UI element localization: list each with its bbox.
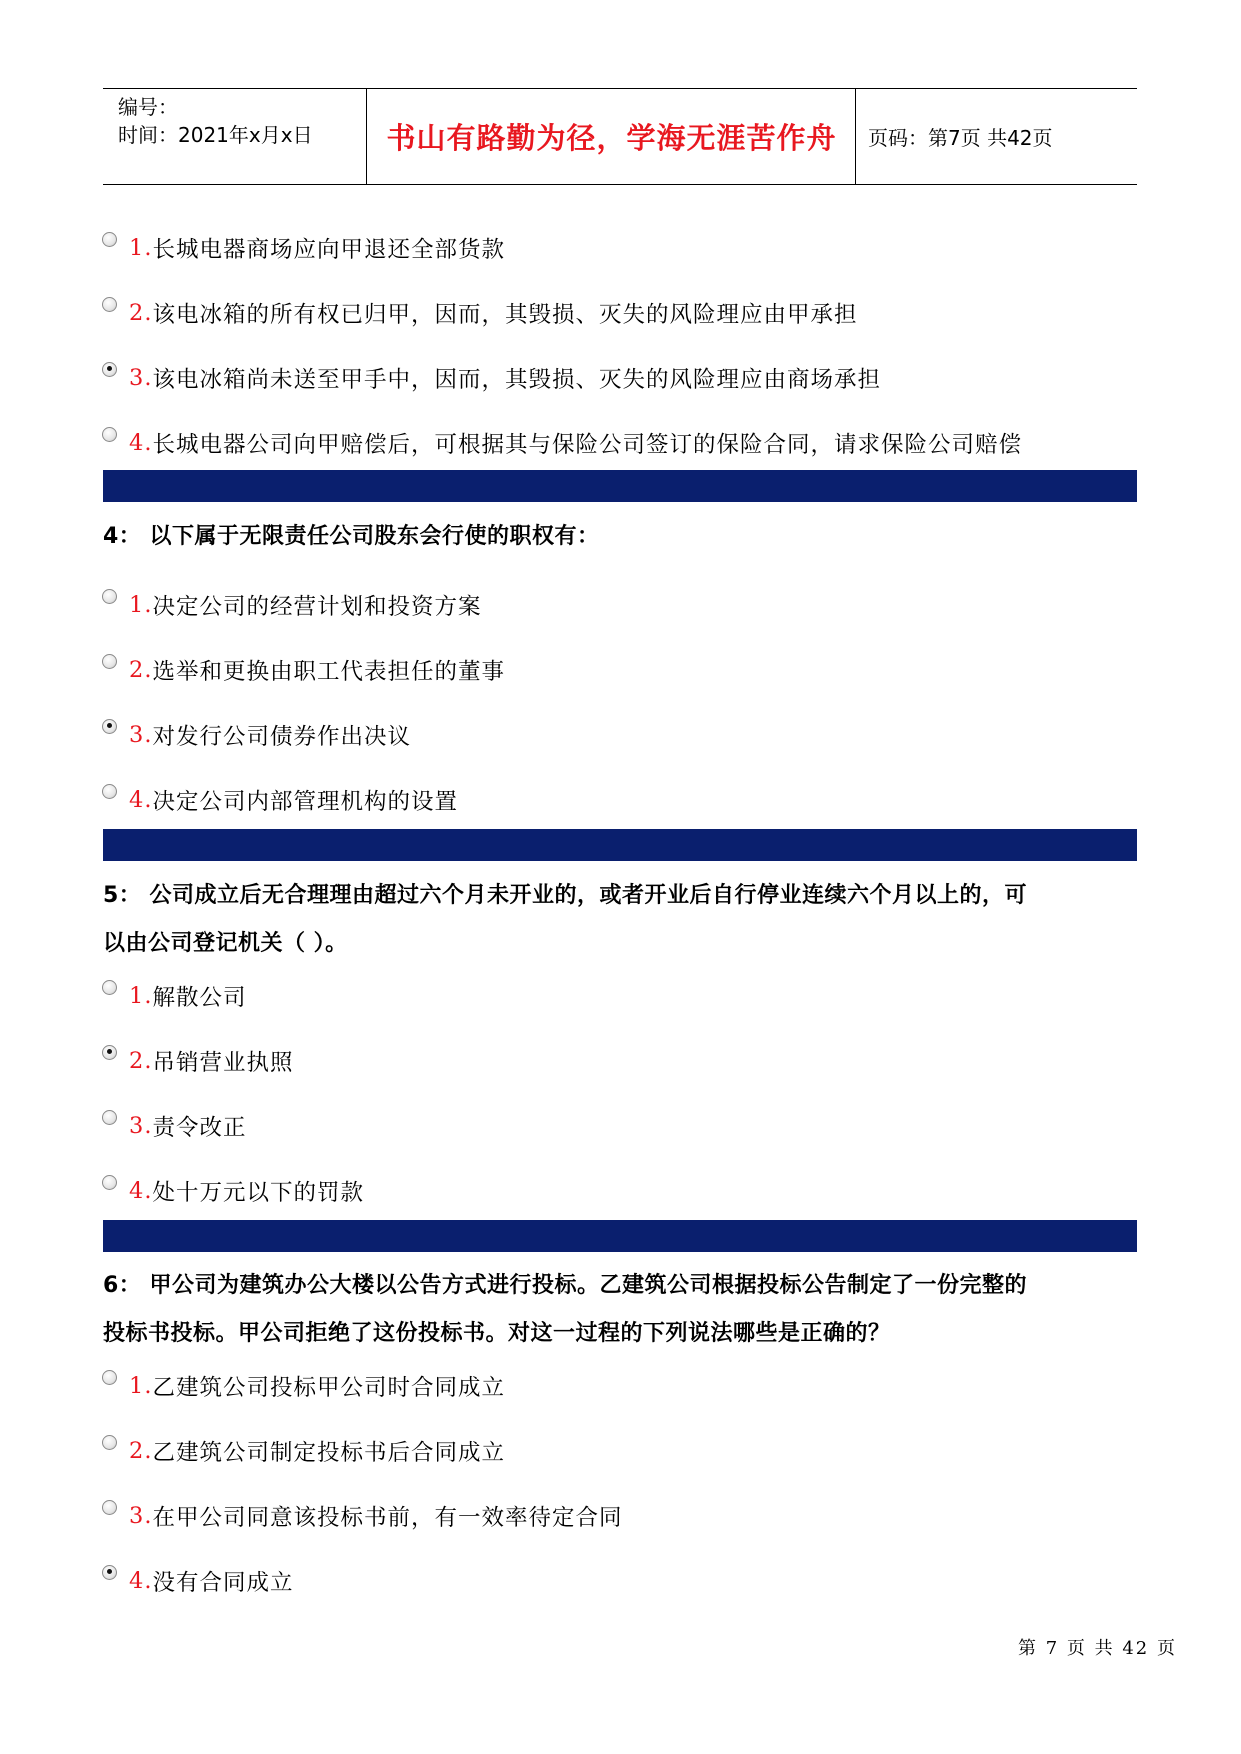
time-label: 时间：2021年x月x日 — [118, 123, 313, 147]
option-number: 3. — [129, 722, 153, 748]
option-text: 决定公司内部管理机构的设置 — [152, 789, 458, 815]
radio-button-icon[interactable] — [102, 427, 117, 442]
option-number: 3. — [129, 1113, 153, 1139]
option-item[interactable] — [102, 421, 1022, 465]
option-item[interactable] — [102, 1494, 622, 1538]
question-title-line: 投标书投标。甲公司拒绝了这份投标书。对这一过程的下列说法哪些是正确的？ — [103, 1321, 891, 1346]
option-text: 乙建筑公司投标甲公司时合同成立 — [152, 1375, 505, 1401]
radio-button-icon[interactable] — [102, 784, 117, 799]
option-item[interactable] — [102, 713, 411, 757]
option-text: 处十万元以下的罚款 — [152, 1180, 364, 1206]
option-text: 乙建筑公司制定投标书后合同成立 — [152, 1440, 505, 1466]
option-item[interactable] — [102, 778, 458, 822]
radio-button-icon[interactable] — [102, 589, 117, 604]
option-item[interactable] — [102, 291, 857, 335]
radio-button-selected-icon[interactable] — [102, 719, 117, 734]
radio-button-icon[interactable] — [102, 654, 117, 669]
option-item[interactable] — [102, 1559, 293, 1603]
option-number: 2. — [129, 300, 153, 326]
radio-button-icon[interactable] — [102, 1370, 117, 1385]
option-text: 解散公司 — [152, 985, 247, 1011]
option-number: 2. — [129, 1438, 153, 1464]
option-item[interactable] — [102, 1169, 364, 1213]
option-number: 1. — [129, 235, 153, 261]
radio-button-selected-icon[interactable] — [102, 362, 117, 377]
radio-button-selected-icon[interactable] — [102, 1045, 117, 1060]
question-title — [103, 872, 1137, 968]
question-title-line: 6： 甲公司为建筑办公大楼以公告方式进行投标。乙建筑公司根据投标公告制定了一份完整的 — [103, 1273, 1027, 1298]
header-divider — [855, 89, 856, 184]
option-number: 2. — [129, 657, 153, 683]
option-text: 对发行公司债券作出决议 — [152, 724, 411, 750]
option-text: 该电冰箱的所有权已归甲，因而，其毁损、灭失的风险理应由甲承担 — [152, 302, 858, 328]
option-item[interactable] — [102, 974, 246, 1018]
radio-button-icon[interactable] — [102, 232, 117, 247]
radio-button-icon[interactable] — [102, 1435, 117, 1450]
header-info — [118, 93, 358, 149]
header-page-label: 页码：第7页 共42页 — [868, 126, 1053, 150]
option-text: 责令改正 — [152, 1115, 247, 1141]
radio-button-icon[interactable] — [102, 980, 117, 995]
radio-button-selected-icon[interactable] — [102, 1565, 117, 1580]
page-header — [103, 88, 1137, 185]
option-item[interactable] — [102, 583, 481, 627]
option-number: 4. — [129, 787, 153, 813]
option-item[interactable] — [102, 1039, 293, 1083]
option-text: 长城电器公司向甲赔偿后，可根据其与保险公司签订的保险合同，请求保险公司赔偿 — [152, 432, 1022, 458]
option-item[interactable] — [102, 226, 505, 270]
section-separator — [103, 829, 1137, 861]
option-number: 4. — [129, 1178, 153, 1204]
number-label: 编号： — [118, 95, 178, 119]
option-text: 吊销营业执照 — [152, 1050, 294, 1076]
radio-button-icon[interactable] — [102, 1500, 117, 1515]
page-footer: 第 7 页 共 42 页 — [1018, 1638, 1177, 1659]
option-item[interactable] — [102, 356, 881, 400]
question-title-line: 以由公司登记机关（ ）。 — [103, 931, 348, 956]
option-item[interactable] — [102, 1104, 246, 1148]
option-number: 1. — [129, 1373, 153, 1399]
section-separator — [103, 1220, 1137, 1252]
option-number: 4. — [129, 1568, 153, 1594]
section-separator — [103, 470, 1137, 502]
radio-button-icon[interactable] — [102, 1175, 117, 1190]
option-item[interactable] — [102, 1364, 505, 1408]
option-text: 没有合同成立 — [152, 1570, 294, 1596]
option-number: 2. — [129, 1048, 153, 1074]
question-title — [103, 1262, 1137, 1358]
option-text: 该电冰箱尚未送至甲手中，因而，其毁损、灭失的风险理应由商场承担 — [152, 367, 881, 393]
option-number: 3. — [129, 1503, 153, 1529]
option-number: 1. — [129, 592, 153, 618]
option-item[interactable] — [102, 1429, 505, 1473]
radio-button-icon[interactable] — [102, 297, 117, 312]
option-item[interactable] — [102, 648, 505, 692]
header-motto: 书山有路勤为径，学海无涯苦作舟 — [386, 121, 837, 155]
option-number: 3. — [129, 365, 153, 391]
option-number: 4. — [129, 430, 153, 456]
option-number: 1. — [129, 983, 153, 1009]
option-text: 决定公司的经营计划和投资方案 — [152, 594, 482, 620]
header-divider — [366, 89, 367, 184]
option-text: 选举和更换由职工代表担任的董事 — [152, 659, 505, 685]
question-title-line: 5： 公司成立后无合理理由超过六个月未开业的，或者开业后自行停业连续六个月以上的，可 — [103, 883, 1027, 908]
radio-button-icon[interactable] — [102, 1110, 117, 1125]
option-text: 长城电器商场应向甲退还全部货款 — [152, 237, 505, 263]
question-title: 4： 以下属于无限责任公司股东会行使的职权有： — [103, 524, 600, 549]
option-text: 在甲公司同意该投标书前，有一效率待定合同 — [152, 1505, 623, 1531]
